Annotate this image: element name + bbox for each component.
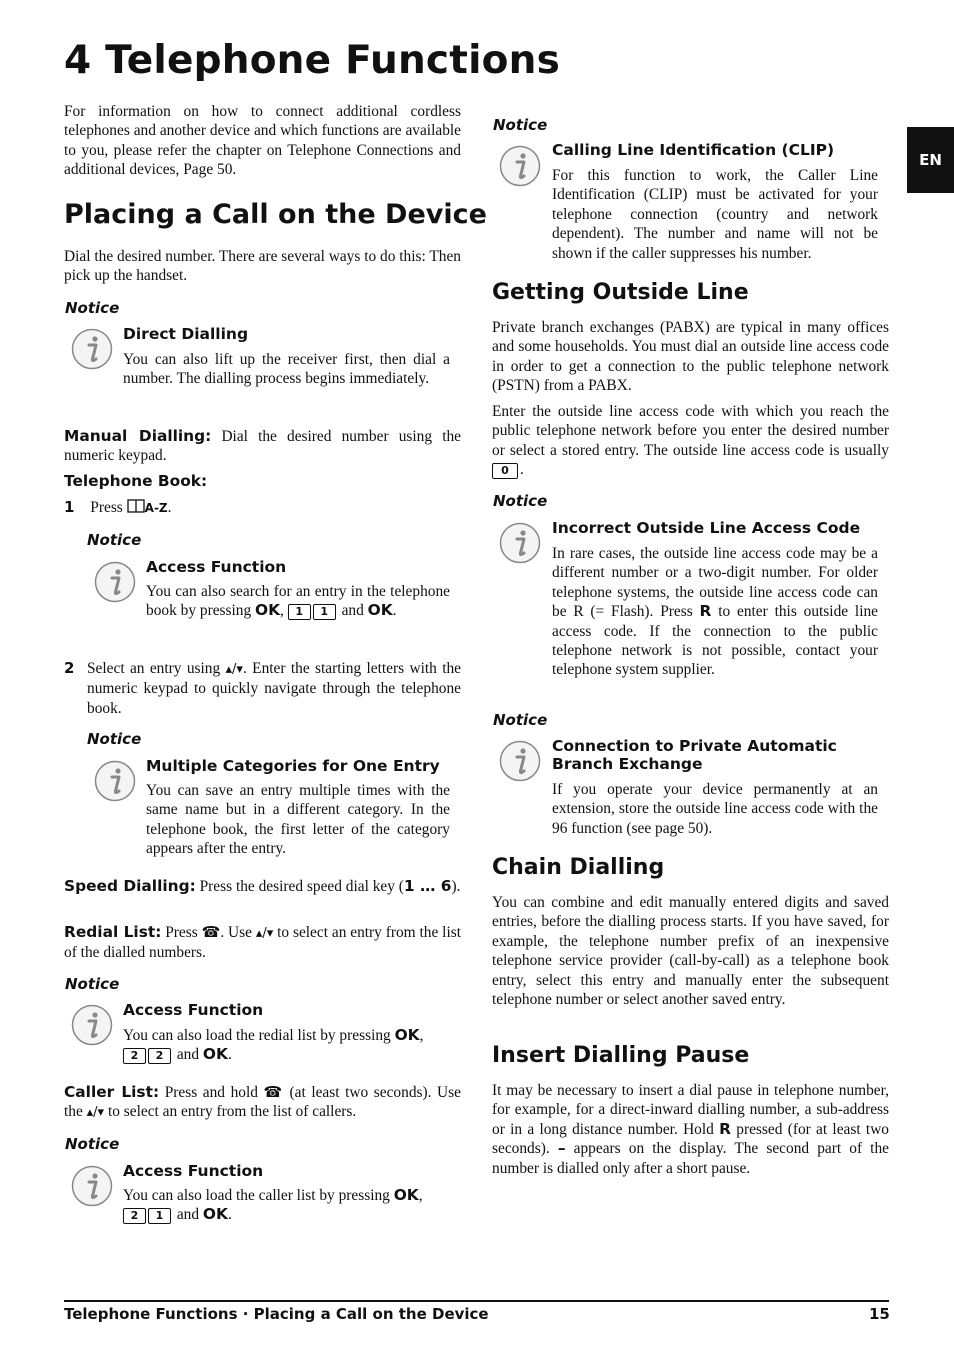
key-1: 1 (313, 604, 336, 620)
key-1: 1 (288, 604, 311, 620)
info-icon (499, 740, 541, 782)
notice-text-direct-dialling: You can also lift up the receiver first, then dial a number. The dialling process begins immediately. (123, 351, 450, 388)
step-number: 1 (64, 498, 75, 516)
key-0: 0 (492, 463, 518, 479)
redial-list-paragraph: Redial List: Press ☎. Use ▴/▾ to select an entry from the list of the dialled numbers. (64, 923, 461, 962)
key-2: 2 (148, 1048, 171, 1064)
telephone-book-label: Telephone Book: (64, 472, 208, 490)
arrow-up-down-icon: ▴/▾ (225, 662, 243, 677)
section-heading-outside-line: Getting Outside Line (492, 280, 749, 305)
step-2: 2 Select an entry using ▴/▾. Enter the starting letters with the numeric keypad to quickly navigate through the telephone book. (64, 659, 462, 717)
speed-dialling-paragraph: Speed Dialling: Press the desired speed dial key (1 … 6). (64, 877, 461, 895)
notice-title-access-function: Access Function (146, 558, 287, 576)
notice-text-incorrect-code: In rare cases, the outside line access code may be a different number or a two-digit number. For older telephone systems, the outside line access code can be R (= Flash). Press R to enter this outside line access code. If the connection to the public telephone network is not possible, contact your telephone system supplier. (552, 545, 878, 679)
step-number: 2 (64, 659, 75, 677)
placing-intro: Dial the desired number. There are several ways to do this: Then pick up the handset. (64, 248, 461, 285)
pause-symbol: – (557, 1139, 566, 1158)
key-1: 1 (148, 1208, 171, 1224)
arrow-up-down-icon: ▴/▾ (255, 926, 274, 941)
notice-label: Notice (493, 711, 548, 729)
outside-line-paragraph-2: Enter the outside line access code with which you reach the public telephone network before you enter the desired number or select a stored entry. The outside line access code is usually 0 . (492, 403, 889, 479)
r-key: R (719, 1119, 731, 1138)
info-icon (94, 760, 136, 802)
notice-label: Notice (65, 299, 120, 317)
chapter-title: 4 Telephone Functions (64, 38, 561, 83)
manual-dialling-text: Dial the desired number using the numeric keypad. (64, 428, 461, 465)
handset-icon: ☎ (201, 923, 221, 941)
step-1-text: Press (90, 499, 123, 516)
notice-label: Notice (493, 116, 548, 134)
info-icon (94, 561, 136, 603)
caller-list-label: Caller List: (64, 1083, 160, 1101)
notice-label: Notice (87, 730, 142, 748)
chain-dialling-paragraph: You can combine and edit manually entered digits and saved entries, before the dialling process starts. If you have saved, for example, the telephone number prefix of an inexpensive telephone service provider (call-by-call) as a telephone book entry, select this entry and manually enter the subsequent telephone number or select another saved entry. (492, 894, 889, 1009)
dialling-pause-paragraph: It may be necessary to insert a dial pause in telephone number, for example, for a direct-inward dialling number, a sub-address or in a long distance number. Hold R pressed (for at least two seconds). – appears on the display. The second part of the number is dialled only after a short pause. (492, 1082, 889, 1177)
notice-label: Notice (65, 975, 120, 993)
page-number: 15 (869, 1305, 890, 1323)
r-key: R (699, 602, 712, 621)
notice-label: Notice (87, 531, 142, 549)
az-key-label: A-Z (144, 501, 168, 515)
notice-title-multiple-categories: Multiple Categories for One Entry (146, 757, 440, 775)
intro-paragraph: For information on how to connect additional cordless telephones and another device and which functions are available to you, please refer the chapter on Telephone Connections and additional devices, Page 50. (64, 103, 461, 179)
notice-label: Notice (493, 492, 548, 510)
notice-text-pabx-connection: If you operate your device permanently at an extension, store the outside line access code with the 96 function (see page 50). (552, 781, 878, 837)
section-heading-dialling-pause: Insert Dialling Pause (492, 1043, 750, 1068)
notice-title-access-function: Access Function (123, 1162, 264, 1180)
footer-rule (64, 1300, 889, 1302)
info-icon (499, 522, 541, 564)
arrow-up-down-icon: ▴/▾ (86, 1105, 105, 1121)
notice-text-access-function: You can also search for an entry in the telephone book by pressing OK, 1 1 and OK. (146, 583, 450, 620)
key-2: 2 (123, 1208, 146, 1224)
notice-text-multiple-categories: You can save an entry multiple times with the same name but in a different category. In the telephone book, the first letter of the category appears after the entry. (146, 782, 450, 858)
notice-title-incorrect-code: Incorrect Outside Line Access Code (552, 519, 861, 537)
language-tab: EN (907, 127, 954, 193)
book-icon (127, 499, 145, 513)
redial-list-label: Redial List: (64, 923, 162, 941)
speed-dialling-label: Speed Dialling: (64, 877, 196, 895)
outside-line-paragraph-1: Private branch exchanges (PABX) are typical in many offices and some households. You must dial an outside line access code in order to get a connection to the public telephone network (PSTN) from a PABX. (492, 319, 889, 395)
notice-text-clip: For this function to work, the Caller Line Identification (CLIP) must be activated for your telephone connection (country and network dependent). The number and name will not be shown if the caller suppresses his number. (552, 167, 878, 262)
notice-title-pabx-connection: Connection to Private Automatic Branch Exchange (552, 737, 837, 773)
footer-section-title: Telephone Functions · Placing a Call on the Device (64, 1305, 489, 1323)
info-icon (71, 1004, 113, 1046)
info-icon (499, 145, 541, 187)
manual-dialling-paragraph (64, 427, 461, 466)
notice-title-direct-dialling: Direct Dialling (123, 325, 249, 343)
notice-text-access-function: You can also load the caller list by pressing OK, 2 1 and OK. (123, 1186, 423, 1224)
key-2: 2 (123, 1048, 146, 1064)
info-icon (71, 1165, 113, 1207)
handset-icon: ☎ (263, 1083, 284, 1101)
info-icon (71, 328, 113, 370)
manual-dialling-label: Manual Dialling: (64, 427, 212, 445)
notice-label: Notice (65, 1135, 120, 1153)
caller-list-paragraph: Caller List: Press and hold ☎ (at least two seconds). Use the ▴/▾ to select an entry from the list of callers. (64, 1083, 461, 1121)
notice-title-clip: Calling Line Identification (CLIP) (552, 141, 835, 159)
speed-dial-keys: 1 … 6 (403, 877, 452, 895)
section-heading-placing-call: Placing a Call on the Device (64, 199, 487, 230)
notice-text-access-function: You can also load the redial list by pressing OK, 2 2 and OK. (123, 1026, 424, 1064)
step-1: 1 Press A-Z. (64, 498, 172, 516)
section-heading-chain-dialling: Chain Dialling (492, 855, 665, 880)
notice-title-access-function: Access Function (123, 1001, 264, 1019)
